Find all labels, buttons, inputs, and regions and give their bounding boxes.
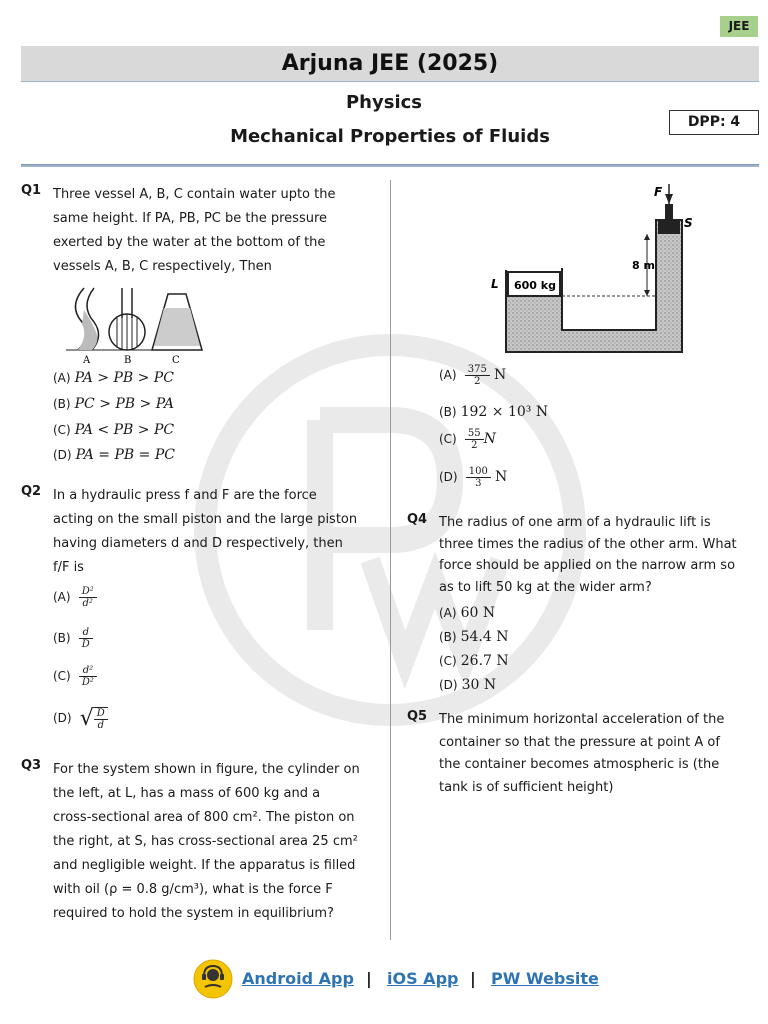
question-text bbox=[53, 758, 363, 926]
option-a[interactable] bbox=[439, 364, 506, 387]
question-number: Q3 bbox=[21, 758, 42, 773]
option-label: (B) bbox=[53, 397, 71, 411]
vessels-figure bbox=[62, 284, 207, 366]
question-line: the right, at S, has cross-sectional area 25 cm² bbox=[53, 834, 358, 849]
question-text bbox=[439, 512, 759, 598]
dpp-badge: DPP: 4 bbox=[669, 110, 759, 135]
mass-label: 600 kg bbox=[514, 279, 556, 292]
fraction: $\frac{d}{D}$ bbox=[79, 627, 93, 650]
customer-service-icon bbox=[193, 959, 233, 999]
option-text: 54.4 N bbox=[460, 629, 509, 645]
option-b[interactable] bbox=[439, 629, 508, 645]
fraction: $\frac{\text{D²}}{\text{d²}}$ bbox=[79, 586, 97, 609]
unit: N bbox=[494, 469, 508, 485]
sqrt-symbol: √ bbox=[79, 706, 94, 731]
option-b[interactable] bbox=[439, 404, 548, 420]
option-label: (C) bbox=[439, 432, 457, 446]
option-text: 60 N bbox=[460, 605, 496, 621]
option-a[interactable] bbox=[53, 370, 174, 386]
option-c[interactable] bbox=[53, 665, 97, 688]
option-label: (C) bbox=[53, 669, 71, 683]
option-label: (B) bbox=[53, 631, 71, 645]
label-b: B bbox=[124, 355, 132, 366]
subject-heading: Physics bbox=[345, 92, 422, 113]
chapter-heading: Mechanical Properties of Fluids bbox=[230, 126, 550, 147]
hydraulic-system-figure bbox=[484, 180, 694, 355]
question-line: f/F is bbox=[53, 560, 84, 575]
option-label: (A) bbox=[53, 371, 71, 385]
option-label: (C) bbox=[53, 423, 71, 437]
option-text: 26.7 N bbox=[460, 653, 509, 669]
question-number: Q2 bbox=[21, 484, 42, 499]
option-label: (D) bbox=[439, 678, 458, 692]
option-label: (B) bbox=[439, 630, 457, 644]
question-line: For the system shown in figure, the cylinder on bbox=[53, 762, 360, 777]
option-b[interactable] bbox=[53, 396, 174, 412]
option-b[interactable] bbox=[53, 627, 93, 650]
option-text: PA > PB > PC bbox=[74, 370, 174, 386]
option-label: (A) bbox=[53, 590, 71, 604]
piston-label: S bbox=[684, 216, 693, 230]
option-label: (B) bbox=[439, 405, 457, 419]
question-line: three times the radius of the other arm. What bbox=[439, 536, 737, 552]
option-d[interactable] bbox=[439, 677, 496, 693]
question-line: having diameters d and D respectively, then bbox=[53, 536, 343, 551]
fraction: $\frac{375}{2}$ bbox=[465, 364, 490, 387]
question-line: The minimum horizontal acceleration of the bbox=[439, 712, 725, 727]
android-app-link[interactable]: Android App bbox=[242, 969, 354, 988]
question-line: required to hold the system in equilibrium? bbox=[53, 906, 334, 921]
header-divider bbox=[21, 164, 759, 167]
option-label: (D) bbox=[53, 448, 72, 462]
option-d[interactable] bbox=[53, 706, 108, 731]
question-number: Q1 bbox=[21, 183, 42, 198]
label-c: C bbox=[172, 355, 180, 366]
question-line: and negligible weight. If the apparatus is filled bbox=[53, 858, 356, 873]
option-a[interactable] bbox=[53, 586, 97, 609]
force-label: F bbox=[654, 185, 663, 199]
option-text: PA = PB = PC bbox=[75, 447, 175, 463]
question-line: same height. If PA, PB, PC be the pressure bbox=[53, 211, 328, 226]
question-text bbox=[439, 709, 759, 799]
question-text bbox=[53, 484, 363, 580]
exam-tag: JEE bbox=[720, 16, 758, 37]
question-number: Q4 bbox=[407, 512, 428, 527]
label-a: A bbox=[83, 355, 91, 366]
option-label: (A) bbox=[439, 368, 457, 382]
option-label: (D) bbox=[53, 711, 72, 725]
height-label: 8 m bbox=[632, 259, 655, 272]
option-text: 30 N bbox=[461, 677, 497, 693]
question-line: tank is of sufficient height) bbox=[439, 779, 614, 795]
question-line: In a hydraulic press f and F are the force bbox=[53, 488, 317, 503]
title-bar bbox=[21, 46, 759, 82]
question-line: container so that the pressure at point A of bbox=[439, 734, 720, 750]
option-a[interactable] bbox=[439, 605, 495, 621]
footer-separator: | bbox=[366, 969, 372, 988]
option-d[interactable] bbox=[439, 466, 507, 489]
question-line: exerted by the water at the bottom of the bbox=[53, 235, 326, 250]
option-d[interactable] bbox=[53, 447, 175, 463]
question-line: force should be applied on the narrow arm so bbox=[439, 558, 736, 573]
column-divider bbox=[390, 180, 391, 940]
question-line: Three vessel A, B, C contain water upto the bbox=[53, 187, 336, 202]
page-title: Arjuna JEE (2025) bbox=[281, 51, 499, 76]
option-text: PA < PB > PC bbox=[74, 422, 175, 438]
footer bbox=[0, 958, 768, 1002]
question-line: the container becomes atmospheric is (the bbox=[439, 757, 720, 772]
option-label: (C) bbox=[439, 654, 457, 668]
fraction: $\frac{D}{d}$ bbox=[94, 707, 108, 731]
question-line: the left, at L, has a mass of 600 kg and a bbox=[53, 786, 321, 801]
option-c[interactable] bbox=[439, 428, 496, 451]
option-c[interactable] bbox=[439, 653, 509, 669]
question-line: with oil (ρ = 0.8 g/cm³), what is the force F bbox=[53, 882, 333, 897]
fraction: $\frac{55}{2}$ bbox=[465, 428, 484, 451]
question-text bbox=[53, 183, 363, 279]
pw-website-link[interactable]: PW Website bbox=[491, 969, 599, 988]
option-c[interactable] bbox=[53, 422, 174, 438]
option-text: PC > PB > PA bbox=[74, 396, 174, 412]
unit: N bbox=[493, 367, 507, 383]
question-line: vessels A, B, C respectively, Then bbox=[53, 259, 272, 274]
fraction: $\frac{100}{3}$ bbox=[466, 466, 491, 489]
footer-separator: | bbox=[470, 969, 476, 988]
unit: N bbox=[483, 431, 496, 447]
option-label: (A) bbox=[439, 606, 457, 620]
cylinder-label: L bbox=[491, 277, 499, 291]
question-number: Q5 bbox=[407, 709, 428, 724]
option-text: 192 × 10³ N bbox=[460, 404, 549, 420]
question-line: as to lift 50 kg at the wider arm? bbox=[439, 579, 652, 595]
question-line: cross-sectional area of 800 cm². The piston on bbox=[53, 810, 355, 825]
question-line: acting on the small piston and the large piston bbox=[53, 512, 358, 527]
ios-app-link[interactable]: iOS App bbox=[387, 969, 459, 988]
fraction: $\frac{\text{d²}}{\text{D²}}$ bbox=[79, 665, 97, 688]
option-label: (D) bbox=[439, 470, 458, 484]
question-line: The radius of one arm of a hydraulic lift is bbox=[439, 515, 711, 530]
